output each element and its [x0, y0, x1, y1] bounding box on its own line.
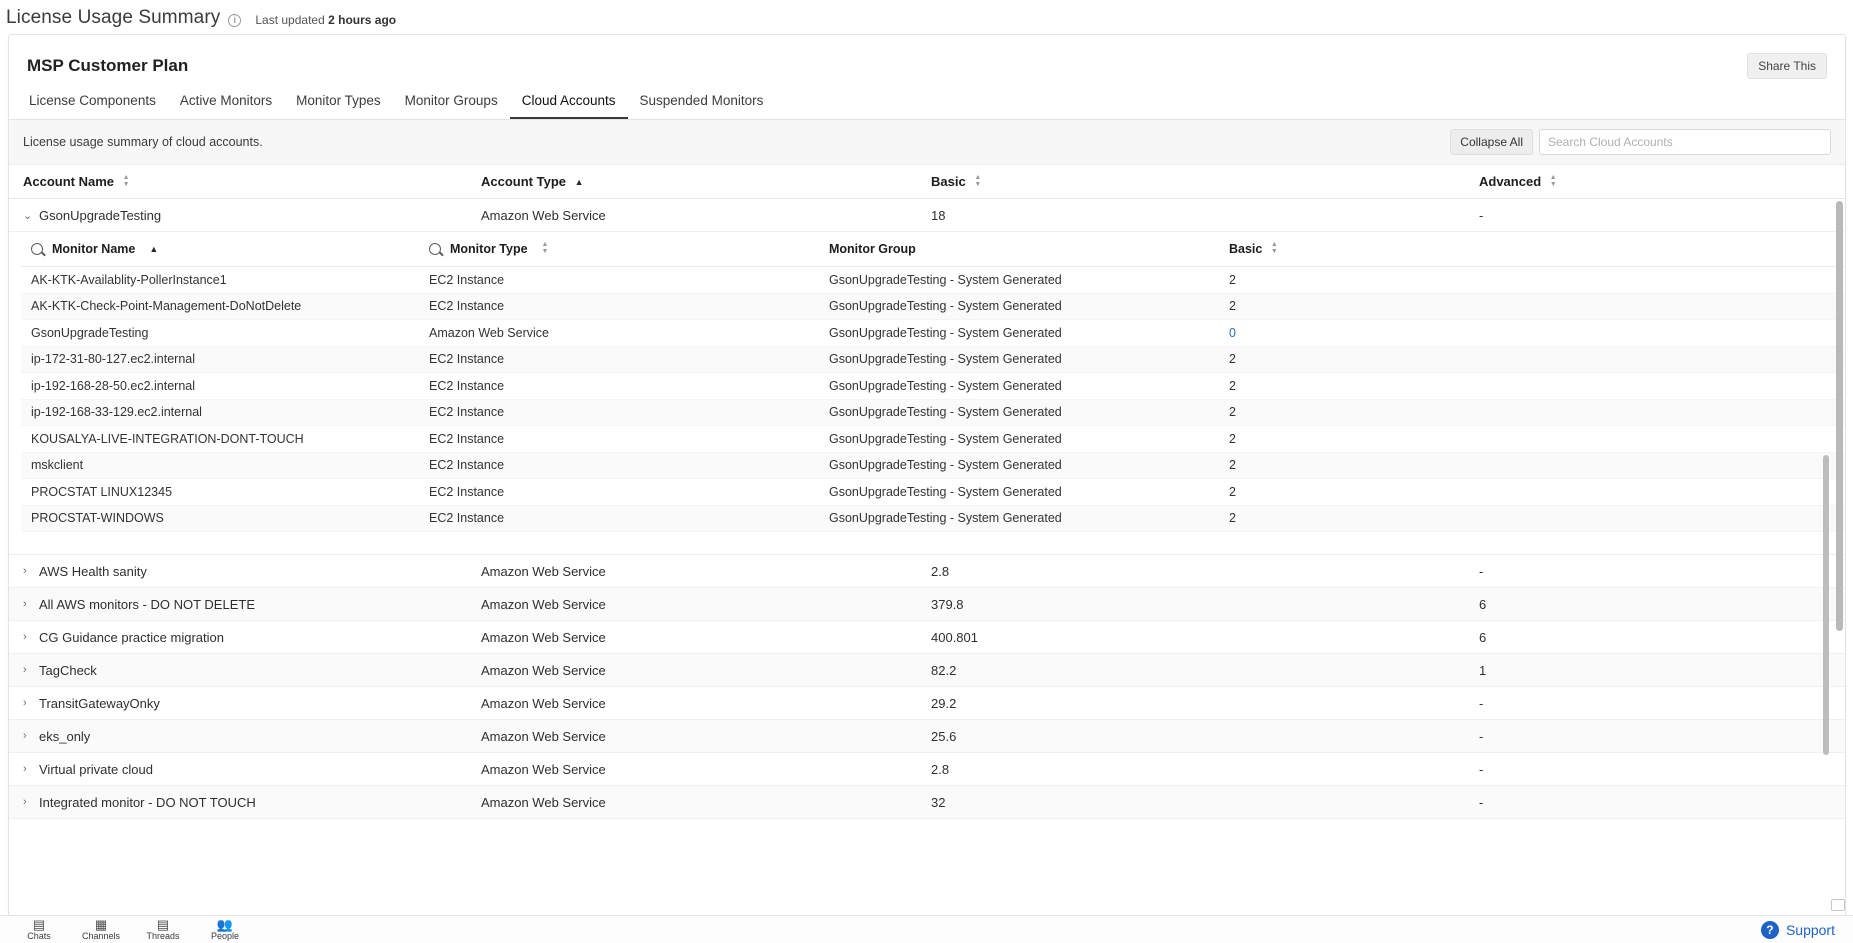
list-item[interactable]	[21, 294, 1845, 321]
search-icon[interactable]	[429, 243, 441, 255]
monitor-group: GsonUpgradeTesting - System Generated	[829, 272, 1062, 287]
account-basic: 82.2	[931, 662, 957, 678]
monitor-basic: 2	[1229, 272, 1236, 287]
sort-icon-monitor-type[interactable]: ▲ ▼	[541, 240, 549, 255]
monitor-basic: 2	[1229, 458, 1236, 473]
monitor-basic: 2	[1229, 352, 1236, 367]
table-row[interactable]	[9, 588, 1845, 621]
bottom-dock	[0, 915, 1853, 943]
tab-cloud-accounts[interactable]: Cloud Accounts	[510, 85, 628, 119]
account-type: Amazon Web Service	[481, 695, 606, 711]
dock-label-chats: Chats	[27, 931, 51, 941]
table-row[interactable]	[9, 654, 1845, 687]
monitor-group: GsonUpgradeTesting - System Generated	[829, 431, 1062, 446]
toolbar	[9, 120, 1845, 165]
chevron-right-icon[interactable]: ›	[23, 796, 27, 808]
tab-monitor-types[interactable]: Monitor Types	[296, 93, 381, 108]
page-header	[0, 0, 1853, 34]
monitor-group: GsonUpgradeTesting - System Generated	[829, 511, 1062, 526]
dock-item-channels[interactable]	[78, 918, 124, 941]
list-item[interactable]	[21, 400, 1845, 427]
monitors-table-header	[21, 232, 1845, 267]
table-row[interactable]	[9, 687, 1845, 720]
accounts-table-body[interactable]	[9, 199, 1845, 899]
monitor-name: AK-KTK-Check-Point-Management-DoNotDelete	[31, 299, 302, 314]
monitor-basic: 2	[1229, 378, 1236, 393]
table-row[interactable]	[9, 555, 1845, 588]
card-title: MSP Customer Plan	[27, 56, 189, 75]
chevron-right-icon[interactable]: ›	[23, 697, 27, 709]
monitor-group: GsonUpgradeTesting - System Generated	[829, 352, 1062, 367]
column-label-account-name: Account Name	[23, 173, 115, 189]
monitor-type: EC2 Instance	[429, 484, 505, 499]
last-updated-value: 2 hours ago	[328, 13, 397, 27]
info-icon[interactable]: i	[228, 14, 241, 27]
monitor-name: PROCSTAT LINUX12345	[31, 484, 173, 499]
monitor-basic[interactable]: 0	[1229, 325, 1236, 340]
account-name: TransitGatewayOnky	[39, 695, 160, 711]
column-label-monitor-group: Monitor Group	[829, 242, 916, 256]
chat-icon: ▤	[32, 917, 46, 932]
list-item[interactable]	[21, 373, 1845, 400]
list-item[interactable]	[21, 320, 1845, 347]
monitor-group: GsonUpgradeTesting - System Generated	[829, 484, 1062, 499]
threads-icon: ▤	[156, 917, 170, 932]
chevron-right-icon[interactable]: ›	[23, 565, 27, 577]
monitor-name: AK-KTK-Availablity-PollerInstance1	[31, 272, 227, 287]
chevron-down-icon[interactable]: ⌄	[23, 209, 33, 222]
monitors-subtable	[9, 232, 1845, 555]
support-label: Support	[1785, 921, 1835, 938]
tab-suspended-monitors[interactable]: Suspended Monitors	[639, 93, 764, 108]
subtable-footer	[21, 532, 1845, 554]
list-item[interactable]	[21, 347, 1845, 374]
last-updated-label: Last updated	[255, 13, 325, 27]
account-name: eks_only	[39, 728, 91, 744]
search-icon[interactable]	[31, 243, 43, 255]
chevron-right-icon[interactable]: ›	[23, 763, 27, 775]
column-header-monitor-name[interactable]	[31, 242, 429, 256]
account-advanced: -	[1479, 695, 1484, 711]
people-icon: 👥	[216, 917, 234, 932]
license-card	[8, 34, 1846, 922]
monitor-name: PROCSTAT-WINDOWS	[31, 511, 164, 526]
account-name: Virtual private cloud	[39, 761, 153, 777]
table-row[interactable]	[9, 720, 1845, 753]
dock-label-threads: Threads	[146, 931, 180, 941]
monitor-basic: 2	[1229, 484, 1236, 499]
sort-icon-monitor-name[interactable]: ▲	[149, 243, 159, 254]
share-this-button[interactable]: Share This	[1747, 53, 1827, 79]
column-label-inner-basic: Basic	[1229, 241, 1263, 256]
chevron-right-icon[interactable]: ›	[23, 598, 27, 610]
column-header-monitor-type[interactable]	[429, 242, 829, 256]
sort-icon-account-type[interactable]: ▲	[574, 177, 584, 188]
monitor-group: GsonUpgradeTesting - System Generated	[829, 299, 1062, 314]
table-row[interactable]	[9, 199, 1845, 232]
account-name: AWS Health sanity	[39, 563, 147, 579]
list-item[interactable]	[21, 267, 1845, 294]
toolbar-description: License usage summary of cloud accounts.	[23, 135, 263, 149]
column-header-advanced[interactable]	[1479, 174, 1779, 189]
account-basic: 2.8	[931, 761, 950, 777]
column-label-account-type: Account Type	[481, 174, 566, 189]
account-advanced: 1	[1479, 662, 1487, 678]
table-row[interactable]	[9, 786, 1845, 819]
account-advanced: -	[1479, 728, 1484, 744]
column-header-account-name[interactable]	[23, 174, 481, 189]
monitor-name: ip-192-168-33-129.ec2.internal	[31, 405, 202, 420]
account-type: Amazon Web Service	[481, 596, 606, 612]
account-name: CG Guidance practice migration	[39, 629, 224, 645]
account-name: Integrated monitor - DO NOT TOUCH	[39, 794, 256, 810]
dock-item-threads[interactable]	[140, 918, 186, 941]
toolbar-actions	[1450, 129, 1831, 155]
monitor-type: EC2 Instance	[429, 431, 505, 446]
monitor-group: GsonUpgradeTesting - System Generated	[829, 378, 1062, 393]
monitor-name: KOUSALYA-LIVE-INTEGRATION-DONT-TOUCH	[31, 431, 304, 446]
sort-icon-inner-basic[interactable]: ▲ ▼	[1270, 241, 1278, 256]
dock-item-people[interactable]	[202, 918, 248, 941]
list-item[interactable]	[21, 479, 1845, 506]
chevron-right-icon[interactable]: ›	[23, 631, 27, 643]
monitor-name: GsonUpgradeTesting	[31, 325, 149, 340]
monitor-basic: 2	[1229, 299, 1236, 314]
account-advanced: 6	[1479, 596, 1487, 612]
monitor-type: EC2 Instance	[429, 405, 505, 420]
column-label-monitor-name: Monitor Name	[52, 242, 136, 256]
account-basic: 25.6	[931, 728, 957, 744]
account-type: Amazon Web Service	[481, 728, 606, 744]
monitor-type: EC2 Instance	[429, 272, 505, 287]
monitor-basic: 2	[1229, 405, 1236, 420]
account-type: Amazon Web Service	[481, 563, 606, 579]
search-input[interactable]	[1539, 129, 1831, 155]
account-type: Amazon Web Service	[481, 761, 606, 777]
sort-icon-account-name[interactable]: ▲ ▼	[122, 174, 130, 189]
account-type: Amazon Web Service	[481, 662, 606, 678]
tab-bar	[9, 85, 1845, 120]
monitor-type: Amazon Web Service	[429, 325, 549, 340]
monitor-group: GsonUpgradeTesting - System Generated	[829, 325, 1062, 340]
sort-icon-basic[interactable]: ▲ ▼	[974, 174, 982, 189]
account-basic: 32	[931, 794, 946, 810]
monitor-type: EC2 Instance	[429, 458, 505, 473]
tab-monitor-groups[interactable]: Monitor Groups	[404, 93, 498, 108]
resize-icon[interactable]	[1831, 899, 1845, 911]
column-label-basic: Basic	[931, 173, 966, 189]
last-updated	[255, 13, 396, 27]
dock-label-people: People	[210, 931, 240, 941]
column-header-basic[interactable]	[931, 174, 1479, 189]
tab-active-monitors[interactable]: Active Monitors	[179, 93, 273, 108]
list-item[interactable]	[21, 453, 1845, 480]
accounts-table-header	[9, 165, 1845, 199]
monitor-type: EC2 Instance	[429, 378, 505, 393]
dock-item-chats[interactable]	[16, 918, 62, 941]
dock-items	[8, 918, 248, 941]
account-type: Amazon Web Service	[481, 629, 606, 645]
account-basic: 400.801	[931, 629, 978, 645]
account-basic: 29.2	[931, 695, 957, 711]
monitor-name: ip-172-31-80-127.ec2.internal	[31, 352, 195, 367]
channels-icon: ▦	[94, 917, 108, 932]
page-scrollbar-thumb[interactable]	[1836, 201, 1843, 631]
table-row[interactable]	[9, 621, 1845, 654]
sort-icon-advanced[interactable]: ▲ ▼	[1549, 174, 1557, 189]
account-name: TagCheck	[39, 662, 97, 678]
account-basic: 2.8	[931, 563, 950, 579]
account-advanced: 6	[1479, 629, 1487, 645]
collapse-all-button[interactable]: Collapse All	[1450, 129, 1533, 155]
account-basic: 18	[931, 207, 946, 223]
support-icon: ?	[1761, 921, 1779, 939]
column-header-account-type[interactable]	[481, 174, 931, 189]
column-label-monitor-type: Monitor Type	[450, 242, 528, 256]
monitor-type: EC2 Instance	[429, 352, 505, 367]
account-type: Amazon Web Service	[481, 794, 606, 810]
monitor-group: GsonUpgradeTesting - System Generated	[829, 405, 1062, 420]
monitor-type: EC2 Instance	[429, 511, 505, 526]
column-header-monitor-group[interactable]	[829, 242, 1229, 256]
account-advanced: -	[1479, 207, 1484, 223]
column-label-advanced: Advanced	[1479, 173, 1542, 189]
table-row[interactable]	[9, 753, 1845, 786]
monitor-group: GsonUpgradeTesting - System Generated	[829, 458, 1062, 473]
monitor-type: EC2 Instance	[429, 299, 505, 314]
account-basic: 379.8	[931, 596, 964, 612]
monitor-basic: 2	[1229, 511, 1236, 526]
account-type: Amazon Web Service	[481, 207, 606, 223]
list-item[interactable]	[21, 506, 1845, 533]
support-button[interactable]	[1761, 921, 1845, 939]
chevron-right-icon[interactable]: ›	[23, 664, 27, 676]
account-advanced: -	[1479, 563, 1484, 579]
dock-label-channels: Channels	[81, 931, 121, 941]
monitor-basic: 2	[1229, 431, 1236, 446]
inner-scrollbar-thumb[interactable]	[1823, 455, 1829, 755]
list-item[interactable]	[21, 426, 1845, 453]
inner-scrollbar[interactable]	[1823, 455, 1829, 785]
tab-license-components[interactable]: License Components	[29, 93, 156, 108]
account-name: All AWS monitors - DO NOT DELETE	[39, 596, 255, 612]
card-header	[9, 35, 1845, 85]
monitor-name: mskclient	[31, 458, 84, 473]
account-advanced: -	[1479, 761, 1484, 777]
chevron-right-icon[interactable]: ›	[23, 730, 27, 742]
account-advanced: -	[1479, 794, 1484, 810]
account-name: GsonUpgradeTesting	[39, 207, 162, 223]
monitor-name: ip-192-168-28-50.ec2.internal	[31, 378, 195, 393]
page-scrollbar[interactable]	[1836, 199, 1843, 899]
column-header-inner-basic[interactable]	[1229, 242, 1529, 256]
page-title: License Usage Summary	[6, 7, 221, 28]
